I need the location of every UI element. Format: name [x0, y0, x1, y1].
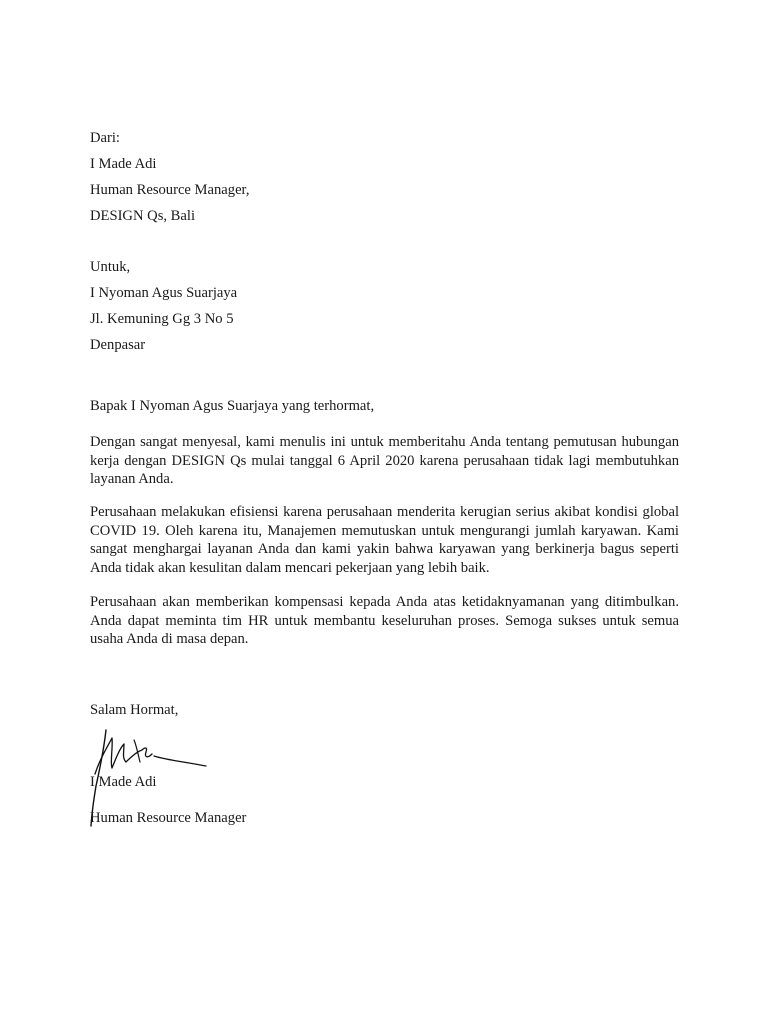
sender-position: Human Resource Manager, — [90, 182, 250, 198]
sender-name: I Made Adi — [90, 156, 157, 172]
body-paragraph-1: Dengan sangat menyesal, kami menulis ini untuk memberitahu Anda tentang pemutusan hubungan kerja dengan DESIGN Qs mulai tanggal 6 April 2020 karena perusahaan tidak lagi membutuhkan layanan Anda. — [90, 434, 679, 487]
recipient-label: Untuk, — [90, 259, 131, 275]
recipient-name: I Nyoman Agus Suarjaya — [90, 285, 238, 301]
closing-name: I Made Adi — [90, 774, 157, 790]
body-paragraph-3: Perusahaan akan memberikan kompensasi kepada Anda atas ketidaknyamanan yang ditimbulkan. Anda dapat meminta tim HR untuk membantu keseluruhan proses. Semoga sukses untuk semua usaha Anda di masa depan. — [90, 594, 679, 647]
greeting: Bapak I Nyoman Agus Suarjaya yang terhormat, — [90, 398, 375, 414]
closing-position: Human Resource Manager — [90, 810, 247, 826]
sender-label: Dari: — [90, 130, 120, 146]
closing-salutation: Salam Hormat, — [90, 702, 179, 718]
sender-company: DESIGN Qs, Bali — [90, 208, 195, 224]
recipient-city: Denpasar — [90, 337, 146, 353]
body-paragraph-2: Perusahaan melakukan efisiensi karena perusahaan menderita kerugian serius akibat kondisi global COVID 19. Oleh karena itu, Manajemen memutuskan untuk mengurangi jumlah karyawan. Kami sangat menghargai layanan Anda dan kami yakin bahwa karyawan yang berkinerja bagus seperti Anda tidak akan kesulitan dalam mencari pekerjaan yang lebih baik. — [90, 504, 679, 576]
recipient-address: Jl. Kemuning Gg 3 No 5 — [90, 311, 234, 327]
